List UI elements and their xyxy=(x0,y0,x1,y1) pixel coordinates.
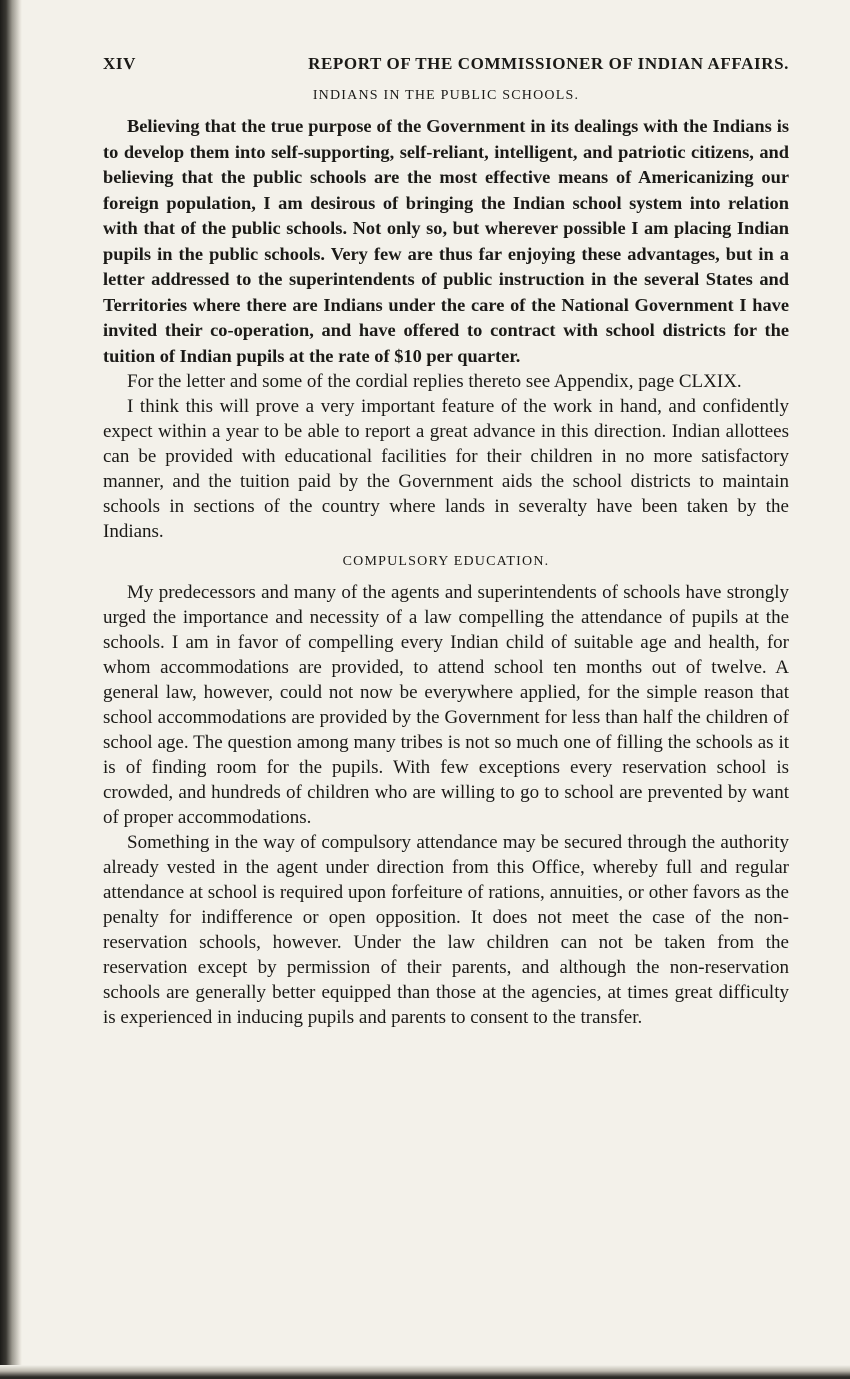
paragraph: For the letter and some of the cordial replies thereto see Appendix, page CLXIX. xyxy=(127,371,742,392)
report-title: REPORT OF THE COMMISSIONER OF INDIAN AFFAIRS. xyxy=(308,54,789,73)
scan-edge-left xyxy=(0,0,22,1379)
section-compulsory-education xyxy=(103,554,789,1030)
running-head xyxy=(103,54,789,74)
page-number: XIV xyxy=(103,54,136,73)
section-indians-in-public-schools xyxy=(103,88,789,544)
paragraph: My predecessors and many of the agents and superintendents of schools have strongly urged the importance and necessity of a law compelling the attendance of pupils at the schools. I am in favor of compelling every Indian child of suitable age and health, for whom accommodations are provided, to attend school ten months out of twelve. A general law, however, could not now be everywhere applied, for the simple reason that school accommodations are provided by the Government for less than half the children of school age. The question among many tribes is not so much one of filling the schools as it is of finding room for the pupils. With few exceptions every reservation school is crowded, and hundreds of children who are willing to go to school are prevented by want of proper accommodations. xyxy=(103,582,789,828)
paragraph: I think this will prove a very important feature of the work in hand, and confidently expect within a year to be able to report a great advance in this direction. Indian allottees can be provided with educational facilities for their children in no more satisfactory manner, and the tuition paid by the Government aids the school districts to maintain schools in sections of the country where lands in severalty have been taken by the Indians. xyxy=(103,396,789,542)
section-heading: COMPULSORY EDUCATION. xyxy=(342,554,550,569)
scan-edge-bottom xyxy=(0,1365,850,1379)
section-heading: INDIANS IN THE PUBLIC SCHOOLS. xyxy=(312,88,580,103)
document-page xyxy=(103,54,789,1030)
paragraph: Believing that the true purpose of the Government in its dealings with the Indians is to develop them into self-supporting, self-reliant, intelligent, and patriotic citizens, and believing that the public schools are the most effective means of Americanizing our foreign population, I am desirous of bringing the Indian school system into relation with that of the public schools. Not only so, but wherever possible I am placing Indian pupils in the public schools. Very few are thus far enjoying these advantages, but in a letter addressed to the superintendents of public instruction in the several States and Territories where there are Indians under the care of the National Government I have invited their co-operation, and have offered to contract with school districts for the tuition of Indian pupils at the rate of $10 per quarter. xyxy=(103,116,789,366)
paragraph: Something in the way of compulsory attendance may be secured through the authority already vested in the agent under direction from this Office, whereby full and regular attendance at school is required upon forfeiture of rations, annuities, or other favors as the penalty for indifference or open opposition. It does not meet the case of the non-reservation schools, however. Under the law children can not be taken from the reservation except by permission of their parents, and although the non-reservation schools are generally better equipped than those at the agencies, at times great difficulty is experienced in inducing pupils and parents to consent to the transfer. xyxy=(103,832,789,1028)
